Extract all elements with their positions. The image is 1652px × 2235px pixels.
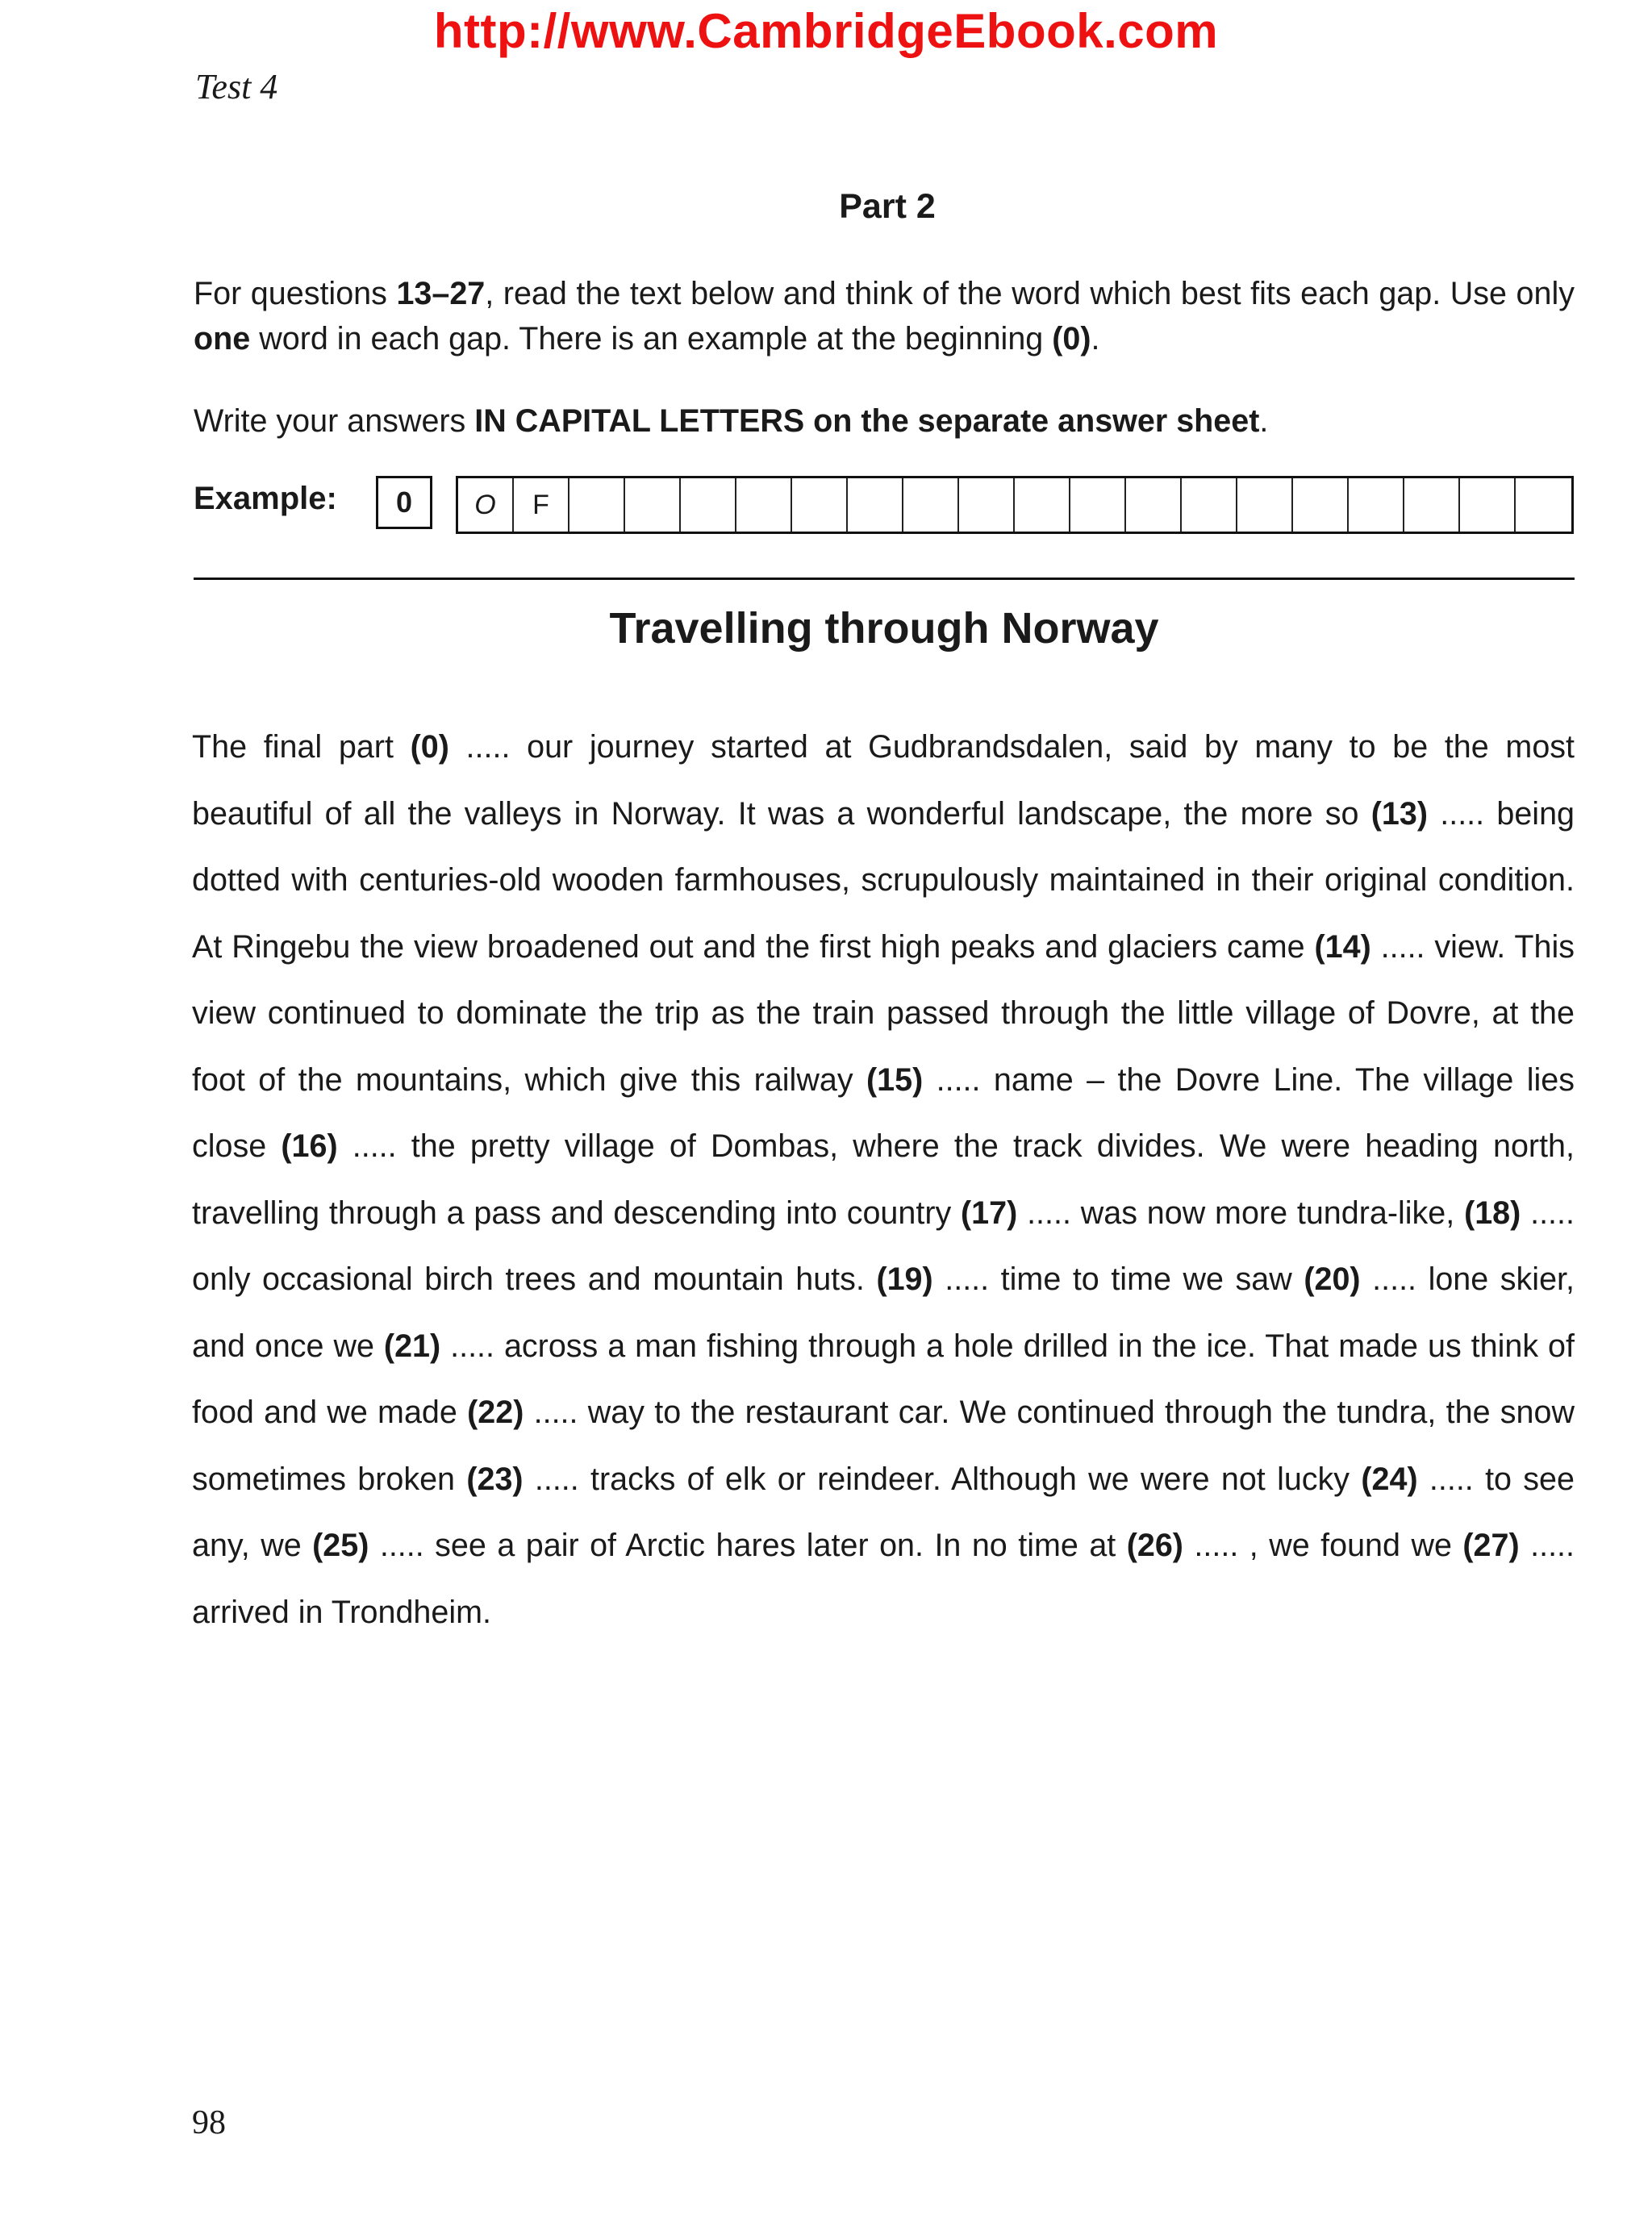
gap-number: (15) [866,1061,924,1098]
gap-number: (23) [466,1461,524,1497]
answer-cell [1237,478,1293,532]
gap-number: (20) [1304,1261,1361,1297]
gap-number: (21) [383,1328,441,1364]
example-number-box: 0 [376,476,432,529]
answer-cell [569,478,625,532]
answer-cell [1293,478,1349,532]
passage-segment: ..... time to time we saw [932,1261,1304,1297]
instruction-emphasis: (0) [1052,321,1091,357]
gap-number: (16) [281,1128,338,1164]
gap-number: (17) [961,1195,1018,1231]
passage-segment: ..... being dotted with centuries-old wooden farmhouses, scrupulously maintained in their original condition. At Ringebu the view broadened out and the first high peaks and glaciers came [192,795,1575,965]
passage-segment: The final part [192,729,411,765]
answer-cell [736,478,792,532]
answer-cell [903,478,959,532]
passage-segment: ..... name – the Dovre Line. The village lies close [192,1061,1575,1164]
answer-cell [681,478,736,532]
running-head: Test 4 [195,67,278,106]
gap-number: (25) [312,1528,369,1563]
answer-cell: O [458,478,514,532]
gap-number: (26) [1126,1528,1183,1563]
answer-cell: F [514,478,569,532]
answer-cell [625,478,681,532]
passage-segment: ..... was now more tundra-like, [1017,1195,1465,1231]
gap-number: (13) [1370,795,1429,832]
passage-segment: ..... see a pair of Arctic hares later on. In no time at [369,1528,1127,1563]
answer-cell [1015,478,1070,532]
instruction-text: , read the text below and think of the word which best fits each gap. Use only [485,276,1575,311]
passage-segment: ..... only occasional birch trees and mountain huts. [192,1195,1575,1297]
divider-rule [194,578,1575,580]
instruction-text: For questions [194,276,397,311]
answer-cell [1349,478,1404,532]
passage-segment: ..... tracks of elk or reindeer. Although we were not lucky [523,1461,1362,1497]
gap-number: (0) [410,729,449,765]
gap-number: (27) [1462,1528,1520,1563]
passage-text [192,714,1575,1645]
instruction-emphasis: one [194,321,251,357]
answer-cell [1126,478,1182,532]
passage-segment: ..... lone skier, and once we [192,1261,1575,1364]
example-label: Example: [194,481,337,516]
instructions-line-1 [194,271,1575,361]
answer-cell [792,478,848,532]
instruction-emphasis: IN CAPITAL LETTERS on the separate answer sheet [474,403,1260,439]
answer-cell [1404,478,1460,532]
instruction-emphasis: 13–27 [396,276,486,311]
instruction-text: Write your answers [194,403,475,439]
gap-number: (22) [467,1395,524,1430]
watermark-url: http://www.CambridgeEbook.com [433,4,1219,58]
instruction-text: word in each gap. There is an example at the beginning [250,321,1053,357]
answer-cell [959,478,1015,532]
gap-number: (18) [1464,1195,1521,1231]
answer-cell [1516,478,1571,532]
passage-segment: ..... the pretty village of Dombas, where the track divides. We were heading north, travelling through a pass and descending into country [192,1128,1575,1231]
answer-cell [1070,478,1126,532]
text-title: Travelling through Norway [609,604,1159,653]
gap-number: (19) [876,1261,933,1297]
passage-segment: ..... our journey started at Gudbrandsdalen, said by many to be the most beautiful of all the valleys in Norway. It was a wonderful landscape, the more so [192,729,1575,832]
passage-segment: ..... arrived in Trondheim. [192,1528,1575,1630]
passage-segment: ..... , we found we [1183,1528,1463,1563]
answer-cell [1460,478,1516,532]
passage-segment: ..... view. This view continued to dominate the trip as the train passed through the little village of Dovre, at the foot of the mountains, which give this railway [192,928,1575,1098]
passage-segment: ..... across a man fishing through a hole drilled in the ice. That made us think of food and we made [192,1328,1575,1430]
page-number: 98 [192,2104,226,2141]
gap-number: (14) [1314,928,1371,965]
instruction-text: . [1259,403,1269,439]
gap-number: (24) [1361,1461,1418,1497]
answer-cell [848,478,903,532]
passage-segment: ..... to see any, we [192,1461,1575,1563]
instructions-line-2 [194,398,1575,444]
answer-cell [1182,478,1237,532]
part-title: Part 2 [839,187,936,226]
instruction-text: . [1091,321,1100,357]
example-answer-grid [456,476,1574,534]
passage-segment: ..... way to the restaurant car. We continued through the tundra, the snow sometimes broken [192,1395,1575,1497]
